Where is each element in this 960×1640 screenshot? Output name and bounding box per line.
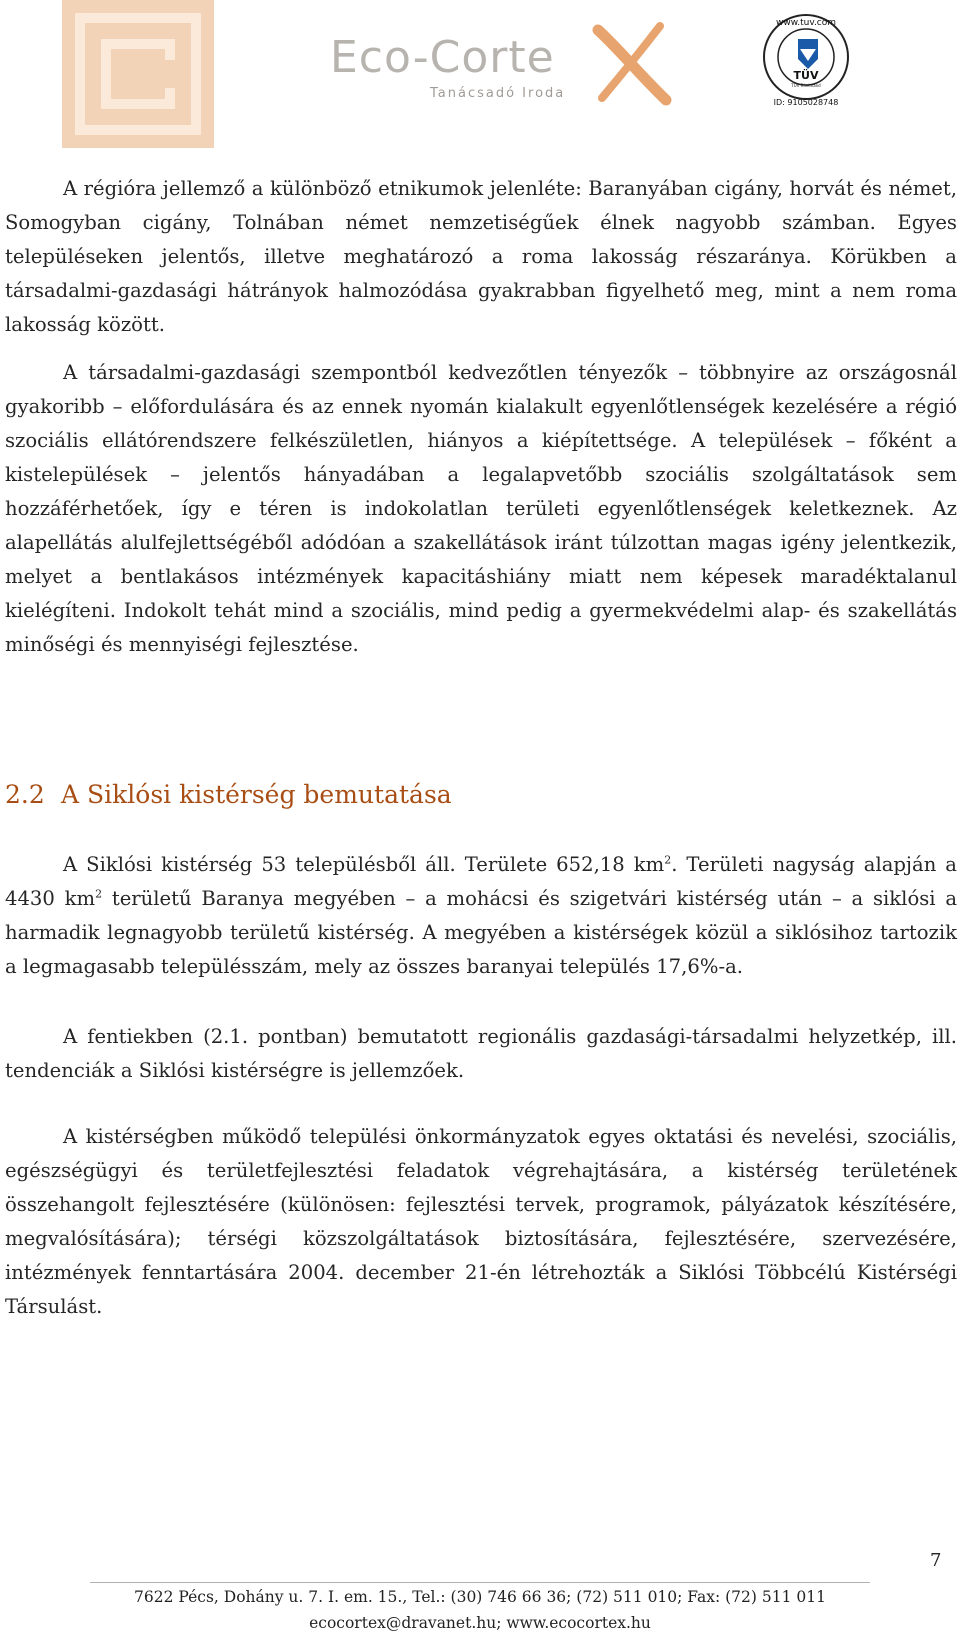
tuv-certification-icon xyxy=(760,5,852,117)
section-title: A Siklósi kistérség bemutatása xyxy=(61,780,452,809)
paragraph-text: A társadalmi-gazdasági szempontból kedvezőtlen tényezők – többnyire az országosnál gyakoribb – előfordulására és az ennek nyomán kialakult egyenlőtlenségek kezelésére a régió szociális ellátórendszere felkészületlen, hiányos a kiépítettsége. A települések – főként a kistelepülések – jelentős hányadában a legalapvetőbb szociális szolgáltatások sem hozzáférhetőek, így e téren is indokolatlan területi egyenlőtlenségek keletkeznek. Az alapellátás alulfejlettségéből adódóan a szakellátások iránt túlzottan magas igény jelentkezik, melyet a bentlakásos intézmények kapacitáshiány miatt nem képesek maradéktalanul kielégíteni. Indokolt tehát mind a szociális, mind pedig a gyermekvédelmi alap- és szakellátás minőségi és mennyiségi fejlesztése. xyxy=(5,361,957,656)
brand-x-icon xyxy=(588,18,678,108)
page-header xyxy=(0,0,960,150)
paragraph-text: A kistérségben működő települési önkormányzatok egyes oktatási és nevelési, szociális, egészségügyi és területfejlesztési feladatok végrehajtására, a kistérség területének összehangolt fejlesztésére (különösen: fejlesztési tervek, programok, pályázatok készítésére, megvalósítására); térségi közszolgáltatások biztosítására, fejlesztésére, szervezésére, intézmények fenntartására 2004. december 21-én létrehozták a Siklósi Többcélú Kistérségi Társulást. xyxy=(5,1125,957,1318)
text-segment: A Siklósi kistérség 53 településből áll. Területe 652,18 km xyxy=(63,853,665,876)
footer-contact: ecocortex@dravanet.hu; www.ecocortex.hu xyxy=(309,1614,651,1632)
paragraph-text: A régióra jellemző a különböző etnikumok jelenléte: Baranyában cigány, horvát és német, Somogyban cigány, Tolnában német nemzetiségűek élnek nagyobb számban. Egyes településeken jelentős, illetve meghatározó a roma lakosság részaránya. Körükben a társadalmi-gazdasági hátrányok halmozódása gyakrabban figyelhető meg, mint a nem roma lakosság között. xyxy=(5,177,957,336)
brand-subtitle: Tanácsadó Iroda xyxy=(430,86,566,101)
corner-logo-icon xyxy=(62,0,214,148)
paragraph-siklos-overview xyxy=(5,848,957,984)
superscript: 2 xyxy=(664,853,672,867)
superscript: 2 xyxy=(95,887,103,901)
text-segment: területű Baranya megyében – a mohácsi és szigetvári kistérség után – a siklósi a harmadik legnagyobb területű kistérség. A megyében a kistérségek közül a siklósihoz tartozik a legmagasabb településszám, mely az összes baranyai település 17,6%-a. xyxy=(5,887,958,978)
brand-name: Eco-Corte xyxy=(330,32,555,83)
paragraph-social-care xyxy=(5,356,957,662)
section-heading xyxy=(5,780,452,809)
page-number: 7 xyxy=(930,1550,942,1571)
paragraph-ethnicities xyxy=(5,172,957,342)
tuv-id: ID: 9105028748 xyxy=(773,98,839,107)
footer-divider xyxy=(90,1582,870,1583)
brand-logo xyxy=(330,18,660,108)
text-segment: . Területi nagyság alapján a 4430 km xyxy=(5,853,957,910)
footer-address: 7622 Pécs, Dohány u. 7. I. em. 15., Tel.: (30) 746 66 36; (72) 511 010; Fax: (72) 511 011 xyxy=(134,1588,826,1606)
paragraph-text xyxy=(5,848,957,984)
paragraph-regional-trends xyxy=(5,1020,957,1088)
paragraph-association xyxy=(5,1120,957,1324)
tuv-url: www.tuv.com xyxy=(775,18,837,28)
paragraph-text: A fentiekben (2.1. pontban) bemutatott regionális gazdasági-társadalmi helyzetkép, ill. tendenciák a Siklósi kistérségre is jellemzőek. xyxy=(5,1025,957,1082)
tuv-rheinland: TÜV Rheinland xyxy=(791,83,821,88)
section-number: 2.2 xyxy=(5,780,45,809)
tuv-label: TÜV xyxy=(793,69,819,82)
